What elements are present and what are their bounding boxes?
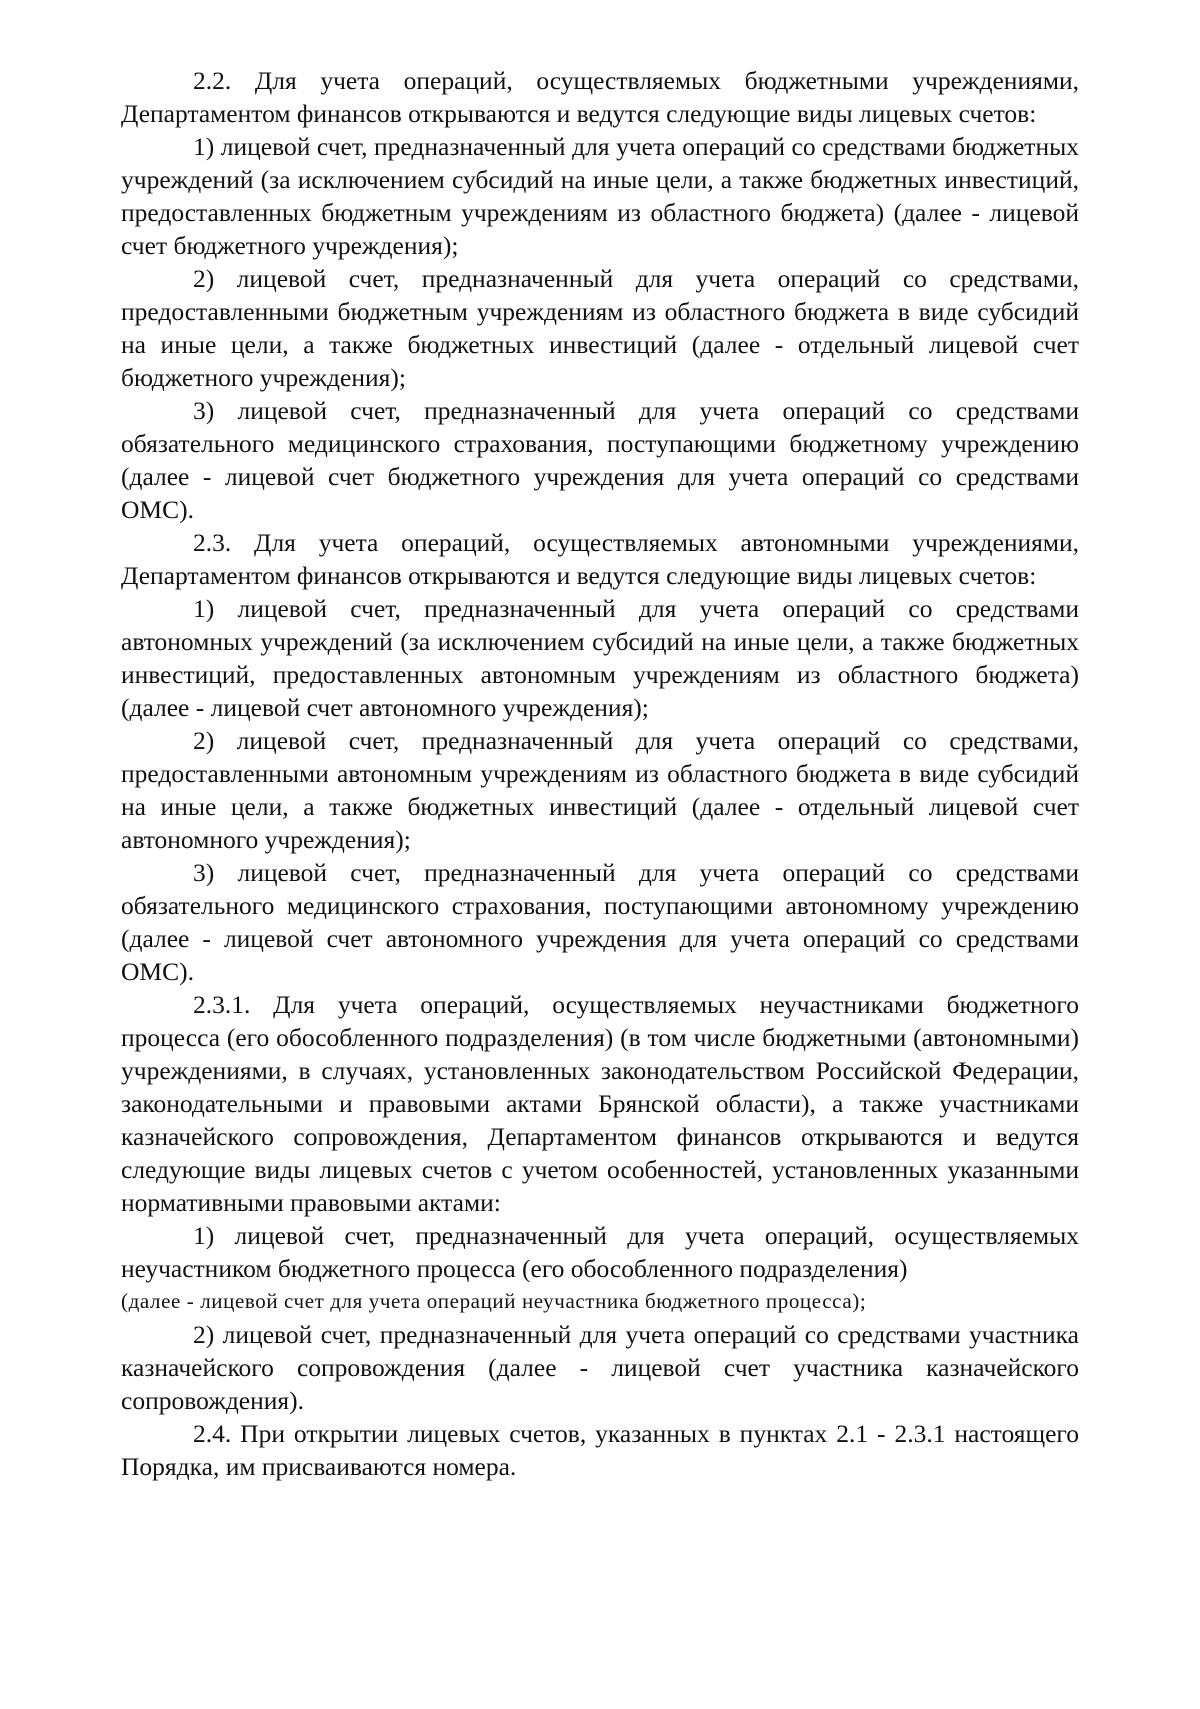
paragraph-2-3-1-item-1-continuation: (далее - лицевой счет для учета операций неучастника бюджетного процесса); xyxy=(121,1289,867,1313)
paragraph-2-3-item-3: 3) лицевой счет, предназначенный для учета операций со средствами обязательного медицинского страхования, поступающими автономному учреждению (далее - лицевой счет автономного учреждения для учета операций со средствами ОМС). xyxy=(121,858,1079,986)
paragraph-2-2: 2.2. Для учета операций, осуществляемых бюджетными учреждениями, Департаментом финансов открываются и ведутся следующие виды лицевых счетов: xyxy=(121,66,1079,128)
paragraph-2-3-1-item-1: 1) лицевой счет, предназначенный для учета операций, осуществляемых неучастником бюджетного процесса (его обособленного подразделения) xyxy=(121,1221,1079,1283)
paragraph-2-3-1: 2.3.1. Для учета операций, осуществляемых неучастниками бюджетного процесса (его обособленного подразделения) (в том числе бюджетными (автономными) учреждениями, в случаях, установленных законодательством Российской Федерации, законодательными и правовыми актами Брянской области), а также участниками казначейского сопровождения, Департаментом финансов открываются и ведутся следующие виды лицевых счетов с учетом особенностей, установленных указанными нормативными правовыми актами: xyxy=(121,990,1079,1217)
document-page xyxy=(121,64,1079,1483)
paragraph-2-3: 2.3. Для учета операций, осуществляемых автономными учреждениями, Департаментом финансов открываются и ведутся следующие виды лицевых счетов: xyxy=(121,528,1079,590)
paragraph-2-4: 2.4. При открытии лицевых счетов, указанных в пунктах 2.1 - 2.3.1 настоящего Порядка, им присваиваются номера. xyxy=(121,1419,1079,1481)
paragraph-2-3-item-1: 1) лицевой счет, предназначенный для учета операций со средствами автономных учреждений (за исключением субсидий на иные цели, а также бюджетных инвестиций, предоставленных автономным учреждениям из областного бюджета) (далее - лицевой счет автономного учреждения); xyxy=(121,594,1079,722)
paragraph-2-3-item-2: 2) лицевой счет, предназначенный для учета операций со средствами, предоставленными автономным учреждениям из областного бюджета в виде субсидий на иные цели, а также бюджетных инвестиций (далее - отдельный лицевой счет автономного учреждения); xyxy=(121,726,1079,854)
paragraph-2-2-item-3: 3) лицевой счет, предназначенный для учета операций со средствами обязательного медицинского страхования, поступающими бюджетному учреждению (далее - лицевой счет бюджетного учреждения для учета операций со средствами ОМС). xyxy=(121,396,1079,524)
paragraph-2-2-item-1: 1) лицевой счет, предназначенный для учета операций со средствами бюджетных учреждений (за исключением субсидий на иные цели, а также бюджетных инвестиций, предоставленных бюджетным учреждениям из областного бюджета) (далее - лицевой счет бюджетного учреждения); xyxy=(121,132,1079,260)
paragraph-2-2-item-2: 2) лицевой счет, предназначенный для учета операций со средствами, предоставленными бюджетным учреждениям из областного бюджета в виде субсидий на иные цели, а также бюджетных инвестиций (далее - отдельный лицевой счет бюджетного учреждения); xyxy=(121,264,1079,392)
paragraph-2-3-1-item-2: 2) лицевой счет, предназначенный для учета операций со средствами участника казначейского сопровождения (далее - лицевой счет участника казначейского сопровождения). xyxy=(121,1320,1079,1415)
